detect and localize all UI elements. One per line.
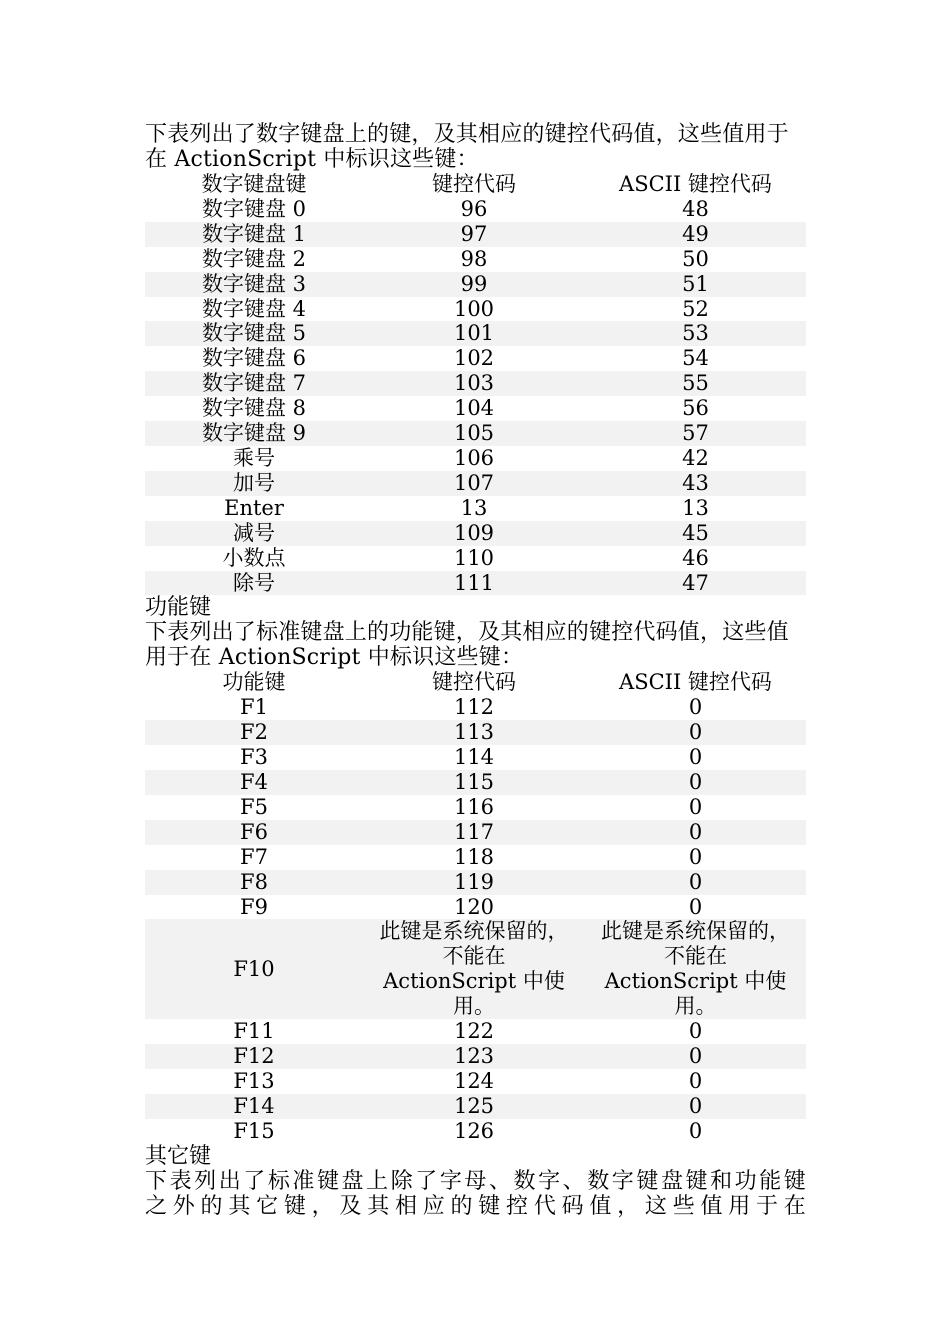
cell-text-line: ActionScript 中使 [604, 969, 787, 994]
ascii-code-cell: 48 [682, 196, 709, 221]
ascii-code-cell: 46 [682, 545, 709, 570]
ascii-code-cell: 51 [585, 272, 806, 297]
ascii-code-cell: 43 [585, 471, 806, 496]
key-name-cell: F8 [145, 870, 363, 895]
table-row [145, 371, 806, 396]
table-row [145, 795, 806, 820]
table-row [145, 895, 806, 920]
table-row [145, 770, 806, 795]
cell-text-line: 不能在 [442, 944, 506, 969]
key-code-cell: 125 [363, 1094, 585, 1119]
table-header-row [145, 670, 806, 695]
key-name-cell: F13 [233, 1069, 275, 1094]
cell-text-line: ActionScript 中使 [383, 969, 565, 994]
ascii-code-cell: 53 [585, 321, 806, 346]
key-code-cell: 99 [363, 272, 585, 297]
key-code-cell: 124 [453, 1069, 495, 1094]
cell-text-line: 此键是系统保留的， [601, 919, 790, 944]
ascii-code-cell: 52 [682, 296, 709, 321]
key-name-cell: 加号 [145, 471, 363, 496]
key-code-cell: 107 [363, 471, 585, 496]
key-code-cell: 126 [453, 1119, 495, 1144]
key-name-cell: F11 [233, 1019, 275, 1044]
key-name-cell: 数字键盘 2 [201, 246, 307, 271]
key-name-cell: 减号 [145, 521, 363, 546]
ascii-code-cell: 0 [585, 720, 806, 745]
key-code-cell: 96 [460, 196, 488, 221]
function-key-table [145, 670, 806, 1144]
table-row [145, 421, 806, 446]
cell-text-line: 用。 [453, 994, 495, 1019]
key-name-cell: F7 [240, 844, 268, 869]
ascii-code-cell: 55 [585, 371, 806, 396]
key-name-cell: 数字键盘 9 [145, 421, 363, 446]
key-name-cell: 数字键盘 3 [145, 272, 363, 297]
table-row [145, 820, 806, 845]
ascii-code-cell: 50 [682, 246, 709, 271]
key-name-cell: 除号 [145, 571, 363, 596]
ascii-code-cell: 57 [585, 421, 806, 446]
function-key-table-body [145, 695, 806, 1144]
table-row [145, 571, 806, 596]
table-row [145, 321, 806, 346]
column-header: 功能键 [222, 670, 286, 695]
key-code-cell [363, 919, 585, 1019]
key-name-cell: F1 [240, 695, 268, 720]
key-name-cell: F12 [145, 1044, 363, 1069]
document-body [145, 122, 806, 1219]
key-code-cell: 117 [363, 820, 585, 845]
key-code-cell: 114 [453, 745, 495, 770]
function-keys-intro: 下表列出了标准键盘上的功能键，及其相应的键控代码值，这些值用于在 ActionScript 中标识这些键： [145, 620, 789, 671]
key-code-cell: 104 [453, 396, 495, 421]
key-code-cell: 120 [453, 894, 495, 919]
key-name-cell: 数字键盘 1 [145, 222, 363, 247]
key-code-cell: 100 [453, 296, 495, 321]
table-row [145, 272, 806, 297]
table-row [145, 1094, 806, 1119]
key-code-cell: 122 [453, 1019, 495, 1044]
key-code-cell: 115 [363, 770, 585, 795]
key-code-cell: 112 [453, 695, 495, 720]
table-row [145, 720, 806, 745]
key-name-cell: Enter [224, 495, 284, 520]
key-code-cell: 109 [363, 521, 585, 546]
table-row [145, 521, 806, 546]
ascii-code-cell: 0 [688, 1019, 703, 1044]
ascii-code-cell: 13 [682, 495, 709, 520]
key-code-cell: 102 [453, 346, 495, 371]
table-row [145, 197, 806, 222]
ascii-code-cell: 0 [585, 1094, 806, 1119]
ascii-code-cell [585, 919, 806, 1019]
other-keys-heading: 其它键 [145, 1144, 212, 1169]
ascii-code-cell: 0 [688, 1119, 703, 1144]
table-row [145, 745, 806, 770]
key-name-cell: 数字键盘 0 [201, 196, 307, 221]
ascii-code-cell: 0 [585, 820, 806, 845]
key-code-cell: 110 [453, 545, 495, 570]
key-code-cell: 106 [453, 445, 495, 470]
key-name-cell: 数字键盘 6 [201, 346, 307, 371]
key-code-cell: 123 [363, 1044, 585, 1069]
key-name-cell: 小数点 [222, 545, 286, 570]
ascii-code-cell: 0 [688, 794, 703, 819]
ascii-code-cell: 0 [688, 745, 703, 770]
key-name-cell: 乘号 [233, 445, 275, 470]
key-code-cell: 105 [363, 421, 585, 446]
key-code-cell: 118 [453, 844, 495, 869]
cell-text-line: 此键是系统保留的， [379, 919, 569, 944]
column-header: 数字键盘键 [201, 172, 307, 196]
key-code-cell: 111 [363, 571, 585, 596]
key-code-cell: 119 [363, 870, 585, 895]
column-header: 键控代码 [432, 670, 516, 695]
column-header: ASCII 键控代码 [619, 172, 772, 196]
key-name-cell: 数字键盘 5 [145, 321, 363, 346]
table-row [145, 396, 806, 421]
ascii-code-cell: 0 [688, 695, 703, 720]
key-name-cell: F6 [145, 820, 363, 845]
function-keys-heading: 功能键 [145, 595, 212, 621]
key-name-cell: F9 [240, 894, 268, 919]
key-code-cell: 98 [460, 246, 488, 271]
table-row [145, 446, 806, 471]
key-code-cell: 97 [363, 222, 585, 247]
ascii-code-cell: 0 [585, 1044, 806, 1069]
ascii-code-cell: 47 [585, 571, 806, 596]
ascii-code-cell: 0 [688, 894, 703, 919]
ascii-code-cell: 0 [688, 1069, 703, 1094]
other-keys-intro-line: 下表列出了标准键盘上除了字母、数字、数字键盘键和功能键 [145, 1169, 806, 1194]
key-code-cell: 13 [460, 495, 488, 520]
table-row [145, 1119, 806, 1144]
key-name-cell: F15 [233, 1119, 275, 1144]
table-row [145, 346, 806, 371]
key-name-cell: F14 [145, 1094, 363, 1119]
ascii-code-cell: 0 [585, 770, 806, 795]
table-row [145, 1019, 806, 1044]
other-keys-intro-line: 之外的其它键，及其相应的键控代码值，这些值用于在 [145, 1194, 806, 1219]
table-row [145, 297, 806, 322]
key-name-cell: F10 [145, 919, 363, 1019]
table-row [145, 471, 806, 496]
table-row [145, 1044, 806, 1069]
key-code-cell: 103 [363, 371, 585, 396]
key-name-cell: F3 [240, 745, 268, 770]
key-code-cell: 101 [363, 321, 585, 346]
ascii-code-cell: 45 [585, 521, 806, 546]
table-row [145, 919, 806, 1019]
key-name-cell: F5 [240, 794, 268, 819]
key-code-cell: 113 [363, 720, 585, 745]
table-row [145, 247, 806, 272]
key-name-cell: 数字键盘 7 [145, 371, 363, 396]
key-name-cell: 数字键盘 4 [201, 296, 307, 321]
table-row [145, 695, 806, 720]
ascii-code-cell: 0 [585, 870, 806, 895]
cell-text-line: 不能在 [664, 944, 727, 969]
numpad-key-table [145, 172, 806, 595]
table-row [145, 222, 806, 247]
ascii-code-cell: 54 [682, 346, 709, 371]
key-name-cell: 数字键盘 8 [201, 396, 307, 421]
key-code-cell: 116 [453, 794, 495, 819]
ascii-code-cell: 49 [585, 222, 806, 247]
cell-text-line: 用。 [674, 994, 717, 1019]
table-row [145, 845, 806, 870]
column-header: ASCII 键控代码 [619, 670, 772, 695]
table-row [145, 496, 806, 521]
table-row [145, 1069, 806, 1094]
numpad-intro: 下表列出了数字键盘上的键，及其相应的键控代码值，这些值用于在 ActionScript 中标识这些键： [145, 122, 789, 172]
key-name-cell: F2 [145, 720, 363, 745]
ascii-code-cell: 0 [688, 844, 703, 869]
table-header-row [145, 172, 806, 197]
key-name-cell: F4 [145, 770, 363, 795]
ascii-code-cell: 42 [682, 445, 709, 470]
table-row [145, 546, 806, 571]
ascii-code-cell: 56 [682, 396, 709, 421]
numpad-table-body [145, 197, 806, 596]
table-row [145, 870, 806, 895]
column-header: 键控代码 [432, 172, 516, 196]
